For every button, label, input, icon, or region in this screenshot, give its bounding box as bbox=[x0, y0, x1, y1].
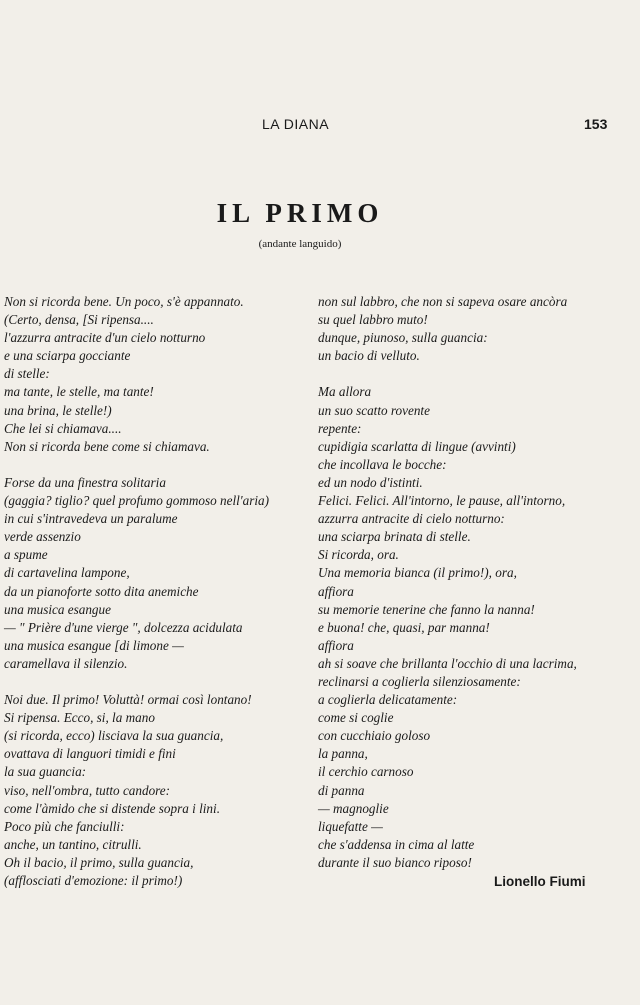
verse-line: (si ricorda, ecco) lisciava la sua guancia, bbox=[4, 728, 224, 744]
verse-line: liquefatte — bbox=[318, 818, 383, 834]
verse-line: Oh il bacio, il primo, sulla guancia, bbox=[4, 854, 194, 870]
verse-line: Noi due. Il primo! Voluttà! ormai così lontano! bbox=[4, 692, 252, 708]
verse-line: — magnoglie bbox=[318, 800, 389, 816]
verse-line: cupidigia scarlatta di lingue (avvinti) bbox=[318, 438, 516, 454]
verse-line: ovattava di languori timidi e fini bbox=[4, 746, 176, 762]
verse-line: Poco più che fanciulli: bbox=[4, 818, 125, 834]
running-title: LA DIANA bbox=[262, 116, 330, 132]
verse-line: a spume bbox=[4, 547, 48, 563]
verse-line: caramellava il silenzio. bbox=[4, 655, 128, 671]
verse-line: su memorie tenerine che fanno la nanna! bbox=[318, 601, 535, 617]
verse-line: Che lei si chiamava.... bbox=[4, 420, 122, 436]
poem-left-column bbox=[4, 293, 304, 908]
verse-line: che s'addensa in cima al latte bbox=[318, 836, 475, 852]
verse-line: e buona! che, quasi, par manna! bbox=[318, 619, 490, 635]
verse-line: azzurra antracite di cielo notturno: bbox=[318, 511, 505, 527]
stanza bbox=[4, 691, 304, 890]
stanza bbox=[4, 474, 304, 673]
verse-line: — " Prière d'une vierge ", dolcezza acidulata bbox=[4, 619, 243, 635]
verse-line: come l'àmido che si distende sopra i lini. bbox=[4, 800, 220, 816]
poem-subtitle: (andante languido) bbox=[258, 238, 342, 250]
verse-line: una musica esangue bbox=[4, 601, 111, 617]
verse-line: reclinarsi a coglierla silenziosamente: bbox=[318, 673, 521, 689]
verse-line: (gaggia? tiglio? quel profumo gommoso nell'aria) bbox=[4, 493, 269, 509]
running-head bbox=[0, 116, 640, 136]
verse-line: a coglierla delicatamente: bbox=[318, 692, 458, 708]
stanza bbox=[4, 293, 304, 456]
verse-line: la sua guancia: bbox=[4, 764, 87, 780]
verse-line: che incollava le bocche: bbox=[318, 456, 447, 472]
verse-line: Ma allora bbox=[318, 384, 372, 400]
verse-line: con cucchiaio goloso bbox=[318, 728, 431, 744]
verse-line: da un pianoforte sotto dita anemiche bbox=[4, 583, 199, 599]
verse-line: viso, nell'ombra, tutto candore: bbox=[4, 782, 171, 798]
verse-line: Forse da una finestra solitaria bbox=[4, 474, 166, 490]
verse-line: di stelle: bbox=[4, 366, 50, 382]
verse-line: il cerchio carnoso bbox=[318, 764, 414, 780]
verse-line: Una memoria bianca (il primo!), ora, bbox=[318, 565, 517, 581]
verse-line: affiora bbox=[318, 637, 354, 653]
stanza bbox=[318, 383, 598, 872]
verse-line: un suo scatto rovente bbox=[318, 402, 430, 418]
verse-line: Si ripensa. Ecco, si, la mano bbox=[4, 710, 155, 726]
poem-right-column bbox=[318, 293, 598, 890]
verse-line: una sciarpa brinata di stelle. bbox=[318, 529, 471, 545]
verse-line: come si coglie bbox=[318, 710, 394, 726]
verse-line: affiora bbox=[318, 583, 354, 599]
poem-title: IL PRIMO bbox=[216, 198, 384, 228]
verse-line: anche, un tantino, citrulli. bbox=[4, 836, 142, 852]
verse-line: in cui s'intravedeva un paralume bbox=[4, 511, 178, 527]
verse-line: Si ricorda, ora. bbox=[318, 547, 399, 563]
verse-line: su quel labbro muto! bbox=[318, 312, 428, 328]
verse-line: ah si soave che brillanta l'occhio di una lacrima, bbox=[318, 655, 577, 671]
verse-line: una brina, le stelle!) bbox=[4, 402, 112, 418]
page-number: 153 bbox=[584, 116, 608, 132]
verse-line: ed un nodo d'istinti. bbox=[318, 474, 423, 490]
verse-line: e una sciarpa gocciante bbox=[4, 348, 131, 364]
verse-line: non sul labbro, che non si sapeva osare ancòra bbox=[318, 294, 568, 309]
verse-line: durante il suo bianco riposo! bbox=[318, 854, 472, 870]
verse-line: dunque, piunoso, sulla guancia: bbox=[318, 330, 488, 346]
verse-line: repente: bbox=[318, 420, 362, 436]
verse-line: una musica esangue [di limone — bbox=[4, 637, 184, 653]
verse-line: (afflosciati d'emozione: il primo!) bbox=[4, 873, 183, 888]
verse-line: la panna, bbox=[318, 746, 368, 762]
stanza bbox=[318, 293, 598, 365]
verse-line: ma tante, le stelle, ma tante! bbox=[4, 384, 154, 400]
verse-line: di cartavelina lampone, bbox=[4, 565, 130, 581]
verse-line: l'azzurra antracite d'un cielo notturno bbox=[4, 330, 206, 346]
verse-line: di panna bbox=[318, 782, 365, 798]
verse-line: Felici. Felici. All'intorno, le pause, all'intorno, bbox=[318, 493, 566, 509]
verse-line: Non si ricorda bene come si chiamava. bbox=[4, 438, 210, 454]
verse-line: Non si ricorda bene. Un poco, s'è appannato. bbox=[4, 294, 244, 309]
verse-line: un bacio di velluto. bbox=[318, 348, 420, 364]
verse-line: verde assenzio bbox=[4, 529, 81, 545]
author-signature: Lionello Fiumi bbox=[494, 874, 586, 889]
verse-line: (Certo, densa, [Si ripensa.... bbox=[4, 312, 154, 328]
